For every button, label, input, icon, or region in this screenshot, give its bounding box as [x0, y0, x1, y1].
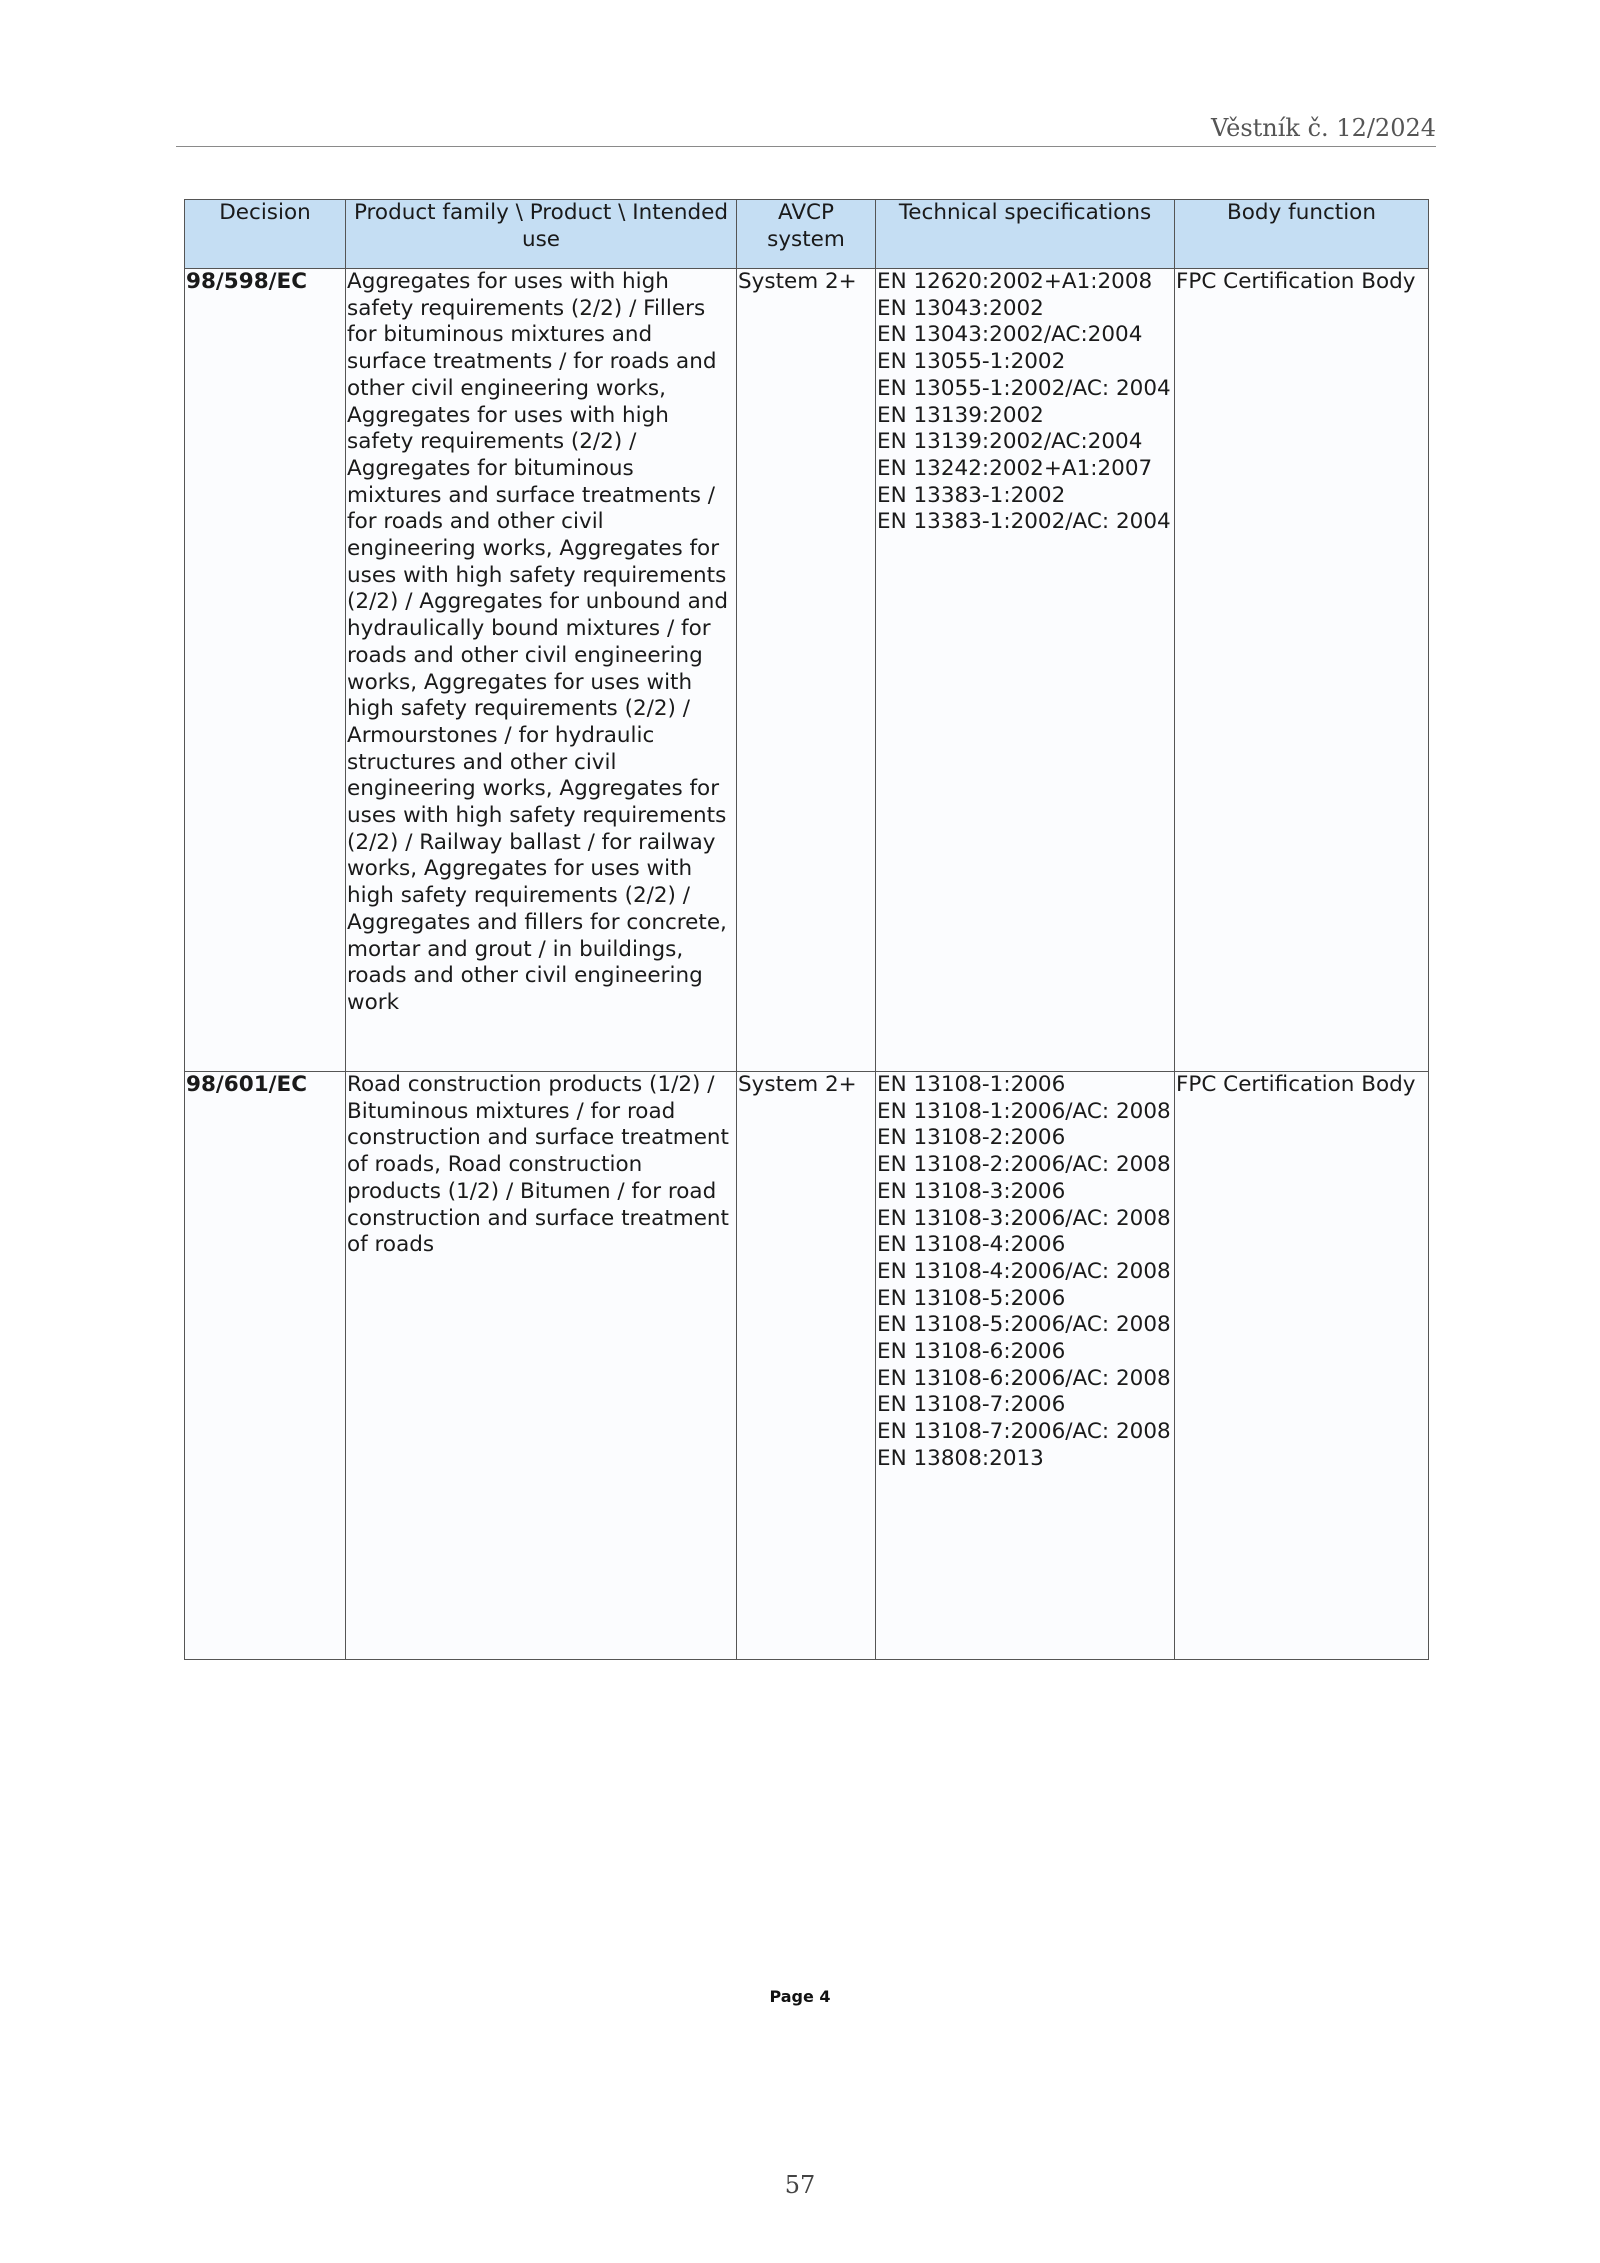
spec-item: EN 13383-1:2002/AC: 2004	[877, 509, 1171, 535]
spec-item: EN 12620:2002+A1:2008	[877, 269, 1153, 294]
specifications-cell	[876, 269, 1175, 1072]
column-header-product: Product family \ Product \ Intended use	[346, 200, 737, 269]
avcp-cell: System 2+	[737, 269, 876, 1072]
table-row	[185, 1072, 1429, 1660]
column-header-decision: Decision	[185, 200, 346, 269]
body-function-cell: FPC Certification Body	[1175, 1072, 1429, 1660]
spec-item: EN 13108-2:2006	[877, 1125, 1066, 1151]
spec-item: EN 13108-4:2006/AC: 2008	[877, 1258, 1171, 1284]
journal-title: Věstník č. 12/2024	[1211, 114, 1436, 142]
spec-item: EN 13383-1:2002	[877, 482, 1066, 508]
decision-cell: 98/598/EC	[185, 269, 346, 1072]
spec-item: EN 13108-7:2006	[877, 1392, 1066, 1418]
table-header-row	[185, 200, 1429, 269]
spec-item: EN 13043:2002/AC:2004	[877, 322, 1143, 348]
spec-item: EN 13043:2002	[877, 295, 1044, 321]
spec-item: EN 13108-6:2006/AC: 2008	[877, 1365, 1171, 1391]
column-header-avcp: AVCP system	[737, 200, 876, 269]
decision-cell: 98/601/EC	[185, 1072, 346, 1660]
page-label: Page 4	[769, 1987, 831, 2006]
spec-item: EN 13055-1:2002/AC: 2004	[877, 375, 1171, 401]
page-header	[176, 112, 1436, 147]
spec-item: EN 13108-3:2006/AC: 2008	[877, 1205, 1171, 1231]
spec-item: EN 13139:2002/AC:2004	[877, 429, 1143, 455]
spec-item: EN 13055-1:2002	[877, 349, 1066, 375]
spec-item: EN 13108-3:2006	[877, 1178, 1066, 1204]
column-header-body-function: Body function	[1175, 200, 1429, 269]
specifications-cell	[876, 1072, 1175, 1660]
spec-item: EN 13108-5:2006/AC: 2008	[877, 1312, 1171, 1338]
spec-item: EN 13108-6:2006	[877, 1339, 1066, 1365]
spec-item: EN 13108-7:2006/AC: 2008	[877, 1419, 1171, 1445]
table-row	[185, 269, 1429, 1072]
product-cell: Aggregates for uses with high safety requirements (2/2) / Fillers for bituminous mixtures and surface treatments / for roads and other civil engineering works, Aggregates for uses with high safety requirements (2/2) / Aggregates for bituminous mixtures and surface treatments / for roads and other civil engineering works, Aggregates for uses with high safety requirements (2/2) / Aggregates for unbound and hydraulically bound mixtures / for roads and other civil engineering works, Aggregates for uses with high safety requirements (2/2) / Armourstones / for hydraulic structures and other civil engineering works, Aggregates for uses with high safety requirements (2/2) / Railway ballast / for railway works, Aggregates for uses with high safety requirements (2/2) / Aggregates and fillers for concrete, mortar and grout / in buildings, roads and other civil engineering work	[346, 269, 737, 1072]
body-function-cell: FPC Certification Body	[1175, 269, 1429, 1072]
spec-item: EN 13108-5:2006	[877, 1285, 1066, 1311]
spec-item: EN 13108-1:2006/AC: 2008	[877, 1098, 1171, 1124]
spec-item: EN 13108-4:2006	[877, 1232, 1066, 1258]
spec-item: EN 13108-2:2006/AC: 2008	[877, 1152, 1171, 1178]
spec-item: EN 13808:2013	[877, 1445, 1044, 1471]
spec-item: EN 13242:2002+A1:2007	[877, 455, 1153, 481]
spec-item: EN 13139:2002	[877, 402, 1044, 428]
specifications-table	[184, 199, 1429, 1660]
page-number: 57	[784, 2171, 816, 2199]
avcp-cell: System 2+	[737, 1072, 876, 1660]
product-cell: Road construction products (1/2) / Bituminous mixtures / for road construction and surface treatment of roads, Road construction products (1/2) / Bitumen / for road construction and surface treatment of roads	[346, 1072, 737, 1660]
column-header-specifications: Technical specifications	[876, 200, 1175, 269]
spec-item: EN 13108-1:2006	[877, 1072, 1066, 1097]
